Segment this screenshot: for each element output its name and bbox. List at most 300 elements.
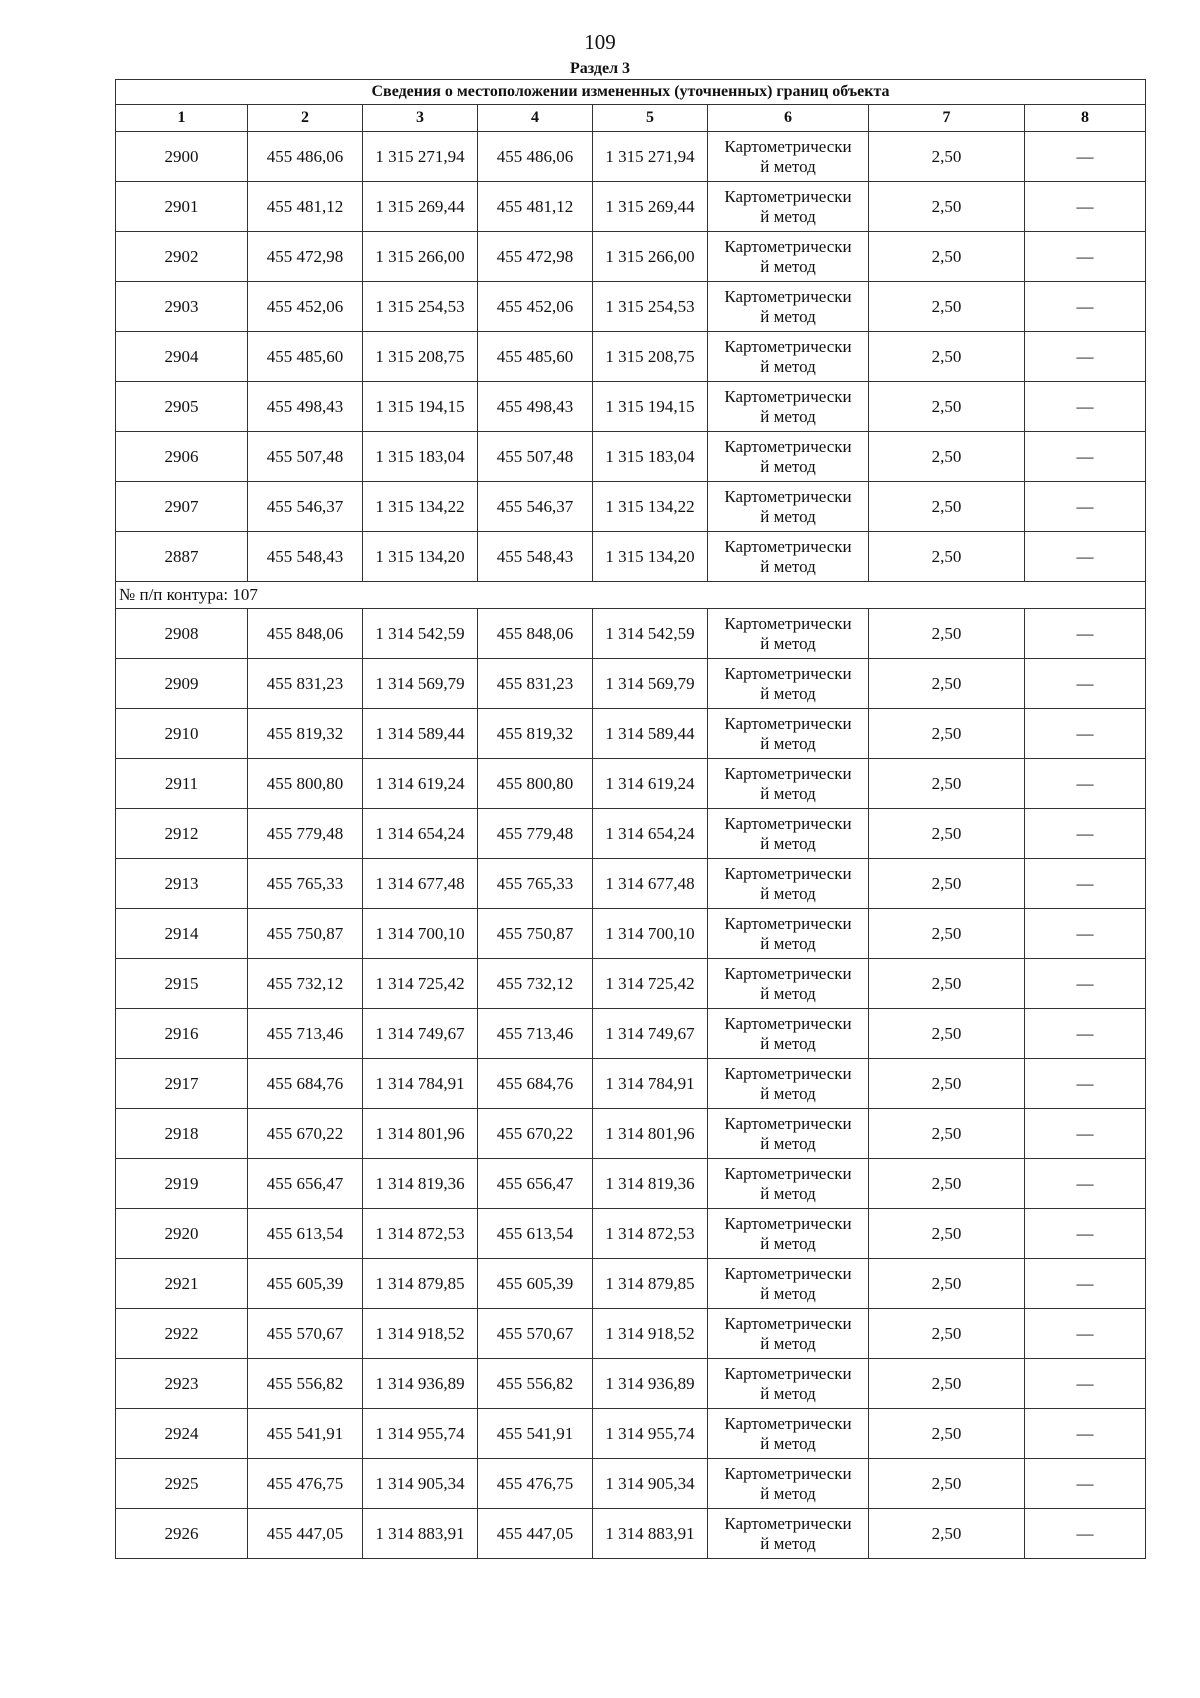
empty-mark-cell: —	[1025, 1109, 1146, 1159]
method-line-2: й метод	[760, 556, 816, 576]
method-line-2: й метод	[760, 933, 816, 953]
method-line-2: й метод	[760, 683, 816, 703]
point-number-cell: 2902	[116, 232, 248, 282]
y-new-cell: 1 314 725,42	[593, 959, 708, 1009]
point-number-cell: 2905	[116, 382, 248, 432]
accuracy-cell: 2,50	[869, 1209, 1025, 1259]
table-row	[116, 1059, 1146, 1109]
method-cell	[708, 609, 869, 659]
y-old-cell: 1 315 194,15	[363, 382, 478, 432]
method-cell	[708, 432, 869, 482]
method-line-1: Картометрически	[724, 913, 852, 933]
method-cell	[708, 1009, 869, 1059]
empty-mark-cell: —	[1025, 132, 1146, 182]
accuracy-cell: 2,50	[869, 482, 1025, 532]
x-old-cell: 455 750,87	[248, 909, 363, 959]
empty-mark-cell: —	[1025, 659, 1146, 709]
y-old-cell: 1 314 569,79	[363, 659, 478, 709]
x-new-cell: 455 481,12	[478, 182, 593, 232]
method-line-1: Картометрически	[724, 1313, 852, 1333]
accuracy-cell: 2,50	[869, 909, 1025, 959]
y-new-cell: 1 314 654,24	[593, 809, 708, 859]
accuracy-cell: 2,50	[869, 1359, 1025, 1409]
x-old-cell: 455 800,80	[248, 759, 363, 809]
accuracy-cell: 2,50	[869, 859, 1025, 909]
x-new-cell: 455 541,91	[478, 1409, 593, 1459]
method-line-2: й метод	[760, 356, 816, 376]
x-old-cell: 455 546,37	[248, 482, 363, 532]
method-line-1: Картометрически	[724, 1063, 852, 1083]
table-row	[116, 659, 1146, 709]
y-old-cell: 1 314 619,24	[363, 759, 478, 809]
column-header: 7	[869, 105, 1025, 132]
y-old-cell: 1 314 677,48	[363, 859, 478, 909]
point-number-cell: 2904	[116, 332, 248, 382]
accuracy-cell: 2,50	[869, 1259, 1025, 1309]
method-cell	[708, 759, 869, 809]
method-cell	[708, 1359, 869, 1409]
y-old-cell: 1 314 654,24	[363, 809, 478, 859]
accuracy-cell: 2,50	[869, 1109, 1025, 1159]
empty-mark-cell: —	[1025, 709, 1146, 759]
y-old-cell: 1 314 883,91	[363, 1509, 478, 1559]
accuracy-cell: 2,50	[869, 609, 1025, 659]
contour-row	[116, 582, 1146, 609]
method-cell	[708, 1059, 869, 1109]
y-old-cell: 1 314 725,42	[363, 959, 478, 1009]
point-number-cell: 2925	[116, 1459, 248, 1509]
method-cell	[708, 132, 869, 182]
x-new-cell: 455 800,80	[478, 759, 593, 809]
x-old-cell: 455 765,33	[248, 859, 363, 909]
method-line-1: Картометрически	[724, 286, 852, 306]
method-line-2: й метод	[760, 406, 816, 426]
point-number-cell: 2903	[116, 282, 248, 332]
empty-mark-cell: —	[1025, 232, 1146, 282]
method-line-2: й метод	[760, 883, 816, 903]
y-old-cell: 1 314 819,36	[363, 1159, 478, 1209]
x-new-cell: 455 447,05	[478, 1509, 593, 1559]
accuracy-cell: 2,50	[869, 382, 1025, 432]
y-old-cell: 1 314 801,96	[363, 1109, 478, 1159]
point-number-cell: 2921	[116, 1259, 248, 1309]
y-new-cell: 1 315 269,44	[593, 182, 708, 232]
table-row	[116, 709, 1146, 759]
point-number-cell: 2915	[116, 959, 248, 1009]
x-old-cell: 455 485,60	[248, 332, 363, 382]
method-line-2: й метод	[760, 833, 816, 853]
x-new-cell: 455 472,98	[478, 232, 593, 282]
method-line-2: й метод	[760, 1133, 816, 1153]
method-line-1: Картометрически	[724, 186, 852, 206]
point-number-cell: 2923	[116, 1359, 248, 1409]
point-number-cell: 2887	[116, 532, 248, 582]
empty-mark-cell: —	[1025, 1509, 1146, 1559]
x-new-cell: 455 452,06	[478, 282, 593, 332]
table-row	[116, 532, 1146, 582]
accuracy-cell: 2,50	[869, 659, 1025, 709]
method-line-2: й метод	[760, 1333, 816, 1353]
point-number-cell: 2919	[116, 1159, 248, 1209]
table-row	[116, 182, 1146, 232]
x-old-cell: 455 447,05	[248, 1509, 363, 1559]
x-old-cell: 455 472,98	[248, 232, 363, 282]
y-new-cell: 1 314 918,52	[593, 1309, 708, 1359]
x-new-cell: 455 556,82	[478, 1359, 593, 1409]
y-new-cell: 1 314 569,79	[593, 659, 708, 709]
accuracy-cell: 2,50	[869, 959, 1025, 1009]
point-number-cell: 2924	[116, 1409, 248, 1459]
x-new-cell: 455 819,32	[478, 709, 593, 759]
method-cell	[708, 282, 869, 332]
method-line-1: Картометрически	[724, 236, 852, 256]
method-line-2: й метод	[760, 1183, 816, 1203]
column-header: 4	[478, 105, 593, 132]
y-new-cell: 1 314 677,48	[593, 859, 708, 909]
column-header: 2	[248, 105, 363, 132]
method-line-1: Картометрически	[724, 436, 852, 456]
empty-mark-cell: —	[1025, 1059, 1146, 1109]
empty-mark-cell: —	[1025, 859, 1146, 909]
y-new-cell: 1 314 801,96	[593, 1109, 708, 1159]
method-line-2: й метод	[760, 1433, 816, 1453]
method-cell	[708, 532, 869, 582]
x-new-cell: 455 779,48	[478, 809, 593, 859]
y-new-cell: 1 314 879,85	[593, 1259, 708, 1309]
point-number-cell: 2910	[116, 709, 248, 759]
table-row	[116, 1409, 1146, 1459]
accuracy-cell: 2,50	[869, 232, 1025, 282]
empty-mark-cell: —	[1025, 959, 1146, 1009]
empty-mark-cell: —	[1025, 1009, 1146, 1059]
method-cell	[708, 1409, 869, 1459]
point-number-cell: 2911	[116, 759, 248, 809]
table-row	[116, 332, 1146, 382]
x-new-cell: 455 613,54	[478, 1209, 593, 1259]
table-row	[116, 1009, 1146, 1059]
y-old-cell: 1 314 936,89	[363, 1359, 478, 1409]
y-new-cell: 1 314 542,59	[593, 609, 708, 659]
table-row	[116, 1259, 1146, 1309]
method-line-2: й метод	[760, 633, 816, 653]
table-row	[116, 382, 1146, 432]
method-cell	[708, 1259, 869, 1309]
empty-mark-cell: —	[1025, 482, 1146, 532]
y-new-cell: 1 314 700,10	[593, 909, 708, 959]
method-cell	[708, 1209, 869, 1259]
empty-mark-cell: —	[1025, 809, 1146, 859]
point-number-cell: 2900	[116, 132, 248, 182]
y-old-cell: 1 314 589,44	[363, 709, 478, 759]
method-cell	[708, 659, 869, 709]
y-old-cell: 1 314 749,67	[363, 1009, 478, 1059]
accuracy-cell: 2,50	[869, 1459, 1025, 1509]
method-cell	[708, 1309, 869, 1359]
x-old-cell: 455 732,12	[248, 959, 363, 1009]
method-line-2: й метод	[760, 1483, 816, 1503]
method-cell	[708, 909, 869, 959]
method-cell	[708, 1509, 869, 1559]
y-old-cell: 1 315 183,04	[363, 432, 478, 482]
table-body-part-b	[116, 609, 1146, 1559]
method-line-1: Картометрически	[724, 813, 852, 833]
x-old-cell: 455 476,75	[248, 1459, 363, 1509]
y-new-cell: 1 315 134,20	[593, 532, 708, 582]
point-number-cell: 2922	[116, 1309, 248, 1359]
method-line-2: й метод	[760, 1383, 816, 1403]
point-number-cell: 2914	[116, 909, 248, 959]
method-line-1: Картометрически	[724, 336, 852, 356]
x-new-cell: 455 848,06	[478, 609, 593, 659]
method-line-2: й метод	[760, 206, 816, 226]
method-line-1: Картометрически	[724, 1213, 852, 1233]
empty-mark-cell: —	[1025, 759, 1146, 809]
point-number-cell: 2916	[116, 1009, 248, 1059]
method-line-2: й метод	[760, 1083, 816, 1103]
y-new-cell: 1 314 936,89	[593, 1359, 708, 1409]
y-new-cell: 1 314 883,91	[593, 1509, 708, 1559]
x-old-cell: 455 613,54	[248, 1209, 363, 1259]
page-number: 109	[584, 30, 616, 54]
accuracy-cell: 2,50	[869, 709, 1025, 759]
table-row	[116, 809, 1146, 859]
method-line-2: й метод	[760, 1033, 816, 1053]
x-new-cell: 455 732,12	[478, 959, 593, 1009]
method-line-1: Картометрически	[724, 1363, 852, 1383]
empty-mark-cell: —	[1025, 532, 1146, 582]
point-number-cell: 2906	[116, 432, 248, 482]
y-old-cell: 1 315 134,22	[363, 482, 478, 532]
table-row	[116, 1359, 1146, 1409]
empty-mark-cell: —	[1025, 282, 1146, 332]
y-new-cell: 1 315 134,22	[593, 482, 708, 532]
accuracy-cell: 2,50	[869, 809, 1025, 859]
empty-mark-cell: —	[1025, 1459, 1146, 1509]
method-line-2: й метод	[760, 456, 816, 476]
y-new-cell: 1 315 183,04	[593, 432, 708, 482]
accuracy-cell: 2,50	[869, 282, 1025, 332]
method-line-1: Картометрически	[724, 663, 852, 683]
accuracy-cell: 2,50	[869, 182, 1025, 232]
y-old-cell: 1 315 134,20	[363, 532, 478, 582]
accuracy-cell: 2,50	[869, 132, 1025, 182]
empty-mark-cell: —	[1025, 1359, 1146, 1409]
table-row	[116, 1509, 1146, 1559]
empty-mark-cell: —	[1025, 609, 1146, 659]
x-old-cell: 455 486,06	[248, 132, 363, 182]
method-line-1: Картометрически	[724, 1463, 852, 1483]
method-line-1: Картометрически	[724, 963, 852, 983]
y-old-cell: 1 314 784,91	[363, 1059, 478, 1109]
method-line-1: Картометрически	[724, 613, 852, 633]
y-new-cell: 1 314 955,74	[593, 1409, 708, 1459]
method-cell	[708, 859, 869, 909]
y-new-cell: 1 314 784,91	[593, 1059, 708, 1109]
x-new-cell: 455 765,33	[478, 859, 593, 909]
column-header: 8	[1025, 105, 1146, 132]
x-new-cell: 455 684,76	[478, 1059, 593, 1109]
method-cell	[708, 709, 869, 759]
method-line-1: Картометрически	[724, 713, 852, 733]
x-old-cell: 455 819,32	[248, 709, 363, 759]
y-old-cell: 1 315 208,75	[363, 332, 478, 382]
y-new-cell: 1 315 208,75	[593, 332, 708, 382]
table-row	[116, 232, 1146, 282]
x-old-cell: 455 848,06	[248, 609, 363, 659]
table-row	[116, 1109, 1146, 1159]
accuracy-cell: 2,50	[869, 1059, 1025, 1109]
column-header: 3	[363, 105, 478, 132]
x-old-cell: 455 779,48	[248, 809, 363, 859]
x-new-cell: 455 476,75	[478, 1459, 593, 1509]
table-row	[116, 432, 1146, 482]
point-number-cell: 2909	[116, 659, 248, 709]
accuracy-cell: 2,50	[869, 1309, 1025, 1359]
table-row	[116, 859, 1146, 909]
point-number-cell: 2912	[116, 809, 248, 859]
x-new-cell: 455 831,23	[478, 659, 593, 709]
x-new-cell: 455 656,47	[478, 1159, 593, 1209]
method-line-2: й метод	[760, 1283, 816, 1303]
method-line-2: й метод	[760, 506, 816, 526]
method-line-1: Картометрически	[724, 1163, 852, 1183]
y-old-cell: 1 315 269,44	[363, 182, 478, 232]
y-old-cell: 1 315 271,94	[363, 132, 478, 182]
x-old-cell: 455 507,48	[248, 432, 363, 482]
empty-mark-cell: —	[1025, 182, 1146, 232]
accuracy-cell: 2,50	[869, 332, 1025, 382]
y-new-cell: 1 314 872,53	[593, 1209, 708, 1259]
accuracy-cell: 2,50	[869, 1409, 1025, 1459]
method-cell	[708, 332, 869, 382]
accuracy-cell: 2,50	[869, 1009, 1025, 1059]
method-line-2: й метод	[760, 983, 816, 1003]
point-number-cell: 2907	[116, 482, 248, 532]
x-old-cell: 455 548,43	[248, 532, 363, 582]
point-number-cell: 2918	[116, 1109, 248, 1159]
y-new-cell: 1 314 589,44	[593, 709, 708, 759]
point-number-cell: 2920	[116, 1209, 248, 1259]
method-line-1: Картометрически	[724, 136, 852, 156]
table-row	[116, 482, 1146, 532]
x-new-cell: 455 605,39	[478, 1259, 593, 1309]
method-cell	[708, 959, 869, 1009]
table-row	[116, 1459, 1146, 1509]
empty-mark-cell: —	[1025, 1259, 1146, 1309]
x-old-cell: 455 656,47	[248, 1159, 363, 1209]
x-new-cell: 455 485,60	[478, 332, 593, 382]
y-old-cell: 1 314 700,10	[363, 909, 478, 959]
accuracy-cell: 2,50	[869, 432, 1025, 482]
y-new-cell: 1 315 254,53	[593, 282, 708, 332]
y-new-cell: 1 314 619,24	[593, 759, 708, 809]
y-old-cell: 1 314 918,52	[363, 1309, 478, 1359]
y-old-cell: 1 314 955,74	[363, 1409, 478, 1459]
x-new-cell: 455 498,43	[478, 382, 593, 432]
y-old-cell: 1 314 879,85	[363, 1259, 478, 1309]
x-old-cell: 455 452,06	[248, 282, 363, 332]
method-line-1: Картометрически	[724, 1413, 852, 1433]
empty-mark-cell: —	[1025, 332, 1146, 382]
contour-label: № п/п контура: 107	[116, 582, 1146, 609]
point-number-cell: 2917	[116, 1059, 248, 1109]
accuracy-cell: 2,50	[869, 1509, 1025, 1559]
method-line-2: й метод	[760, 1233, 816, 1253]
table-row	[116, 959, 1146, 1009]
x-new-cell: 455 546,37	[478, 482, 593, 532]
accuracy-cell: 2,50	[869, 532, 1025, 582]
method-line-1: Картометрически	[724, 1113, 852, 1133]
column-header: 5	[593, 105, 708, 132]
x-old-cell: 455 556,82	[248, 1359, 363, 1409]
method-cell	[708, 1159, 869, 1209]
section-title: Раздел 3	[569, 60, 631, 77]
y-new-cell: 1 315 194,15	[593, 382, 708, 432]
method-line-1: Картометрически	[724, 386, 852, 406]
empty-mark-cell: —	[1025, 1159, 1146, 1209]
method-cell	[708, 1459, 869, 1509]
column-header: 6	[708, 105, 869, 132]
x-old-cell: 455 498,43	[248, 382, 363, 432]
table-row	[116, 909, 1146, 959]
x-old-cell: 455 570,67	[248, 1309, 363, 1359]
y-new-cell: 1 315 266,00	[593, 232, 708, 282]
method-line-2: й метод	[760, 306, 816, 326]
empty-mark-cell: —	[1025, 909, 1146, 959]
point-number-cell: 2901	[116, 182, 248, 232]
table-row	[116, 759, 1146, 809]
accuracy-cell: 2,50	[869, 759, 1025, 809]
x-new-cell: 455 507,48	[478, 432, 593, 482]
method-line-2: й метод	[760, 1533, 816, 1553]
y-old-cell: 1 314 872,53	[363, 1209, 478, 1259]
x-new-cell: 455 548,43	[478, 532, 593, 582]
point-number-cell: 2908	[116, 609, 248, 659]
column-header-row	[116, 105, 1146, 132]
point-number-cell: 2926	[116, 1509, 248, 1559]
empty-mark-cell: —	[1025, 1309, 1146, 1359]
table-row	[116, 282, 1146, 332]
method-cell	[708, 482, 869, 532]
method-line-1: Картометрически	[724, 763, 852, 783]
empty-mark-cell: —	[1025, 382, 1146, 432]
method-cell	[708, 382, 869, 432]
y-old-cell: 1 314 542,59	[363, 609, 478, 659]
x-old-cell: 455 670,22	[248, 1109, 363, 1159]
empty-mark-cell: —	[1025, 432, 1146, 482]
method-line-1: Картометрически	[724, 863, 852, 883]
method-line-2: й метод	[760, 733, 816, 753]
x-old-cell: 455 684,76	[248, 1059, 363, 1109]
method-line-1: Картометрически	[724, 1513, 852, 1533]
method-line-1: Картометрически	[724, 536, 852, 556]
y-new-cell: 1 315 271,94	[593, 132, 708, 182]
method-line-1: Картометрически	[724, 1013, 852, 1033]
y-new-cell: 1 314 905,34	[593, 1459, 708, 1509]
x-old-cell: 455 541,91	[248, 1409, 363, 1459]
method-cell	[708, 232, 869, 282]
y-new-cell: 1 314 749,67	[593, 1009, 708, 1059]
x-new-cell: 455 486,06	[478, 132, 593, 182]
y-old-cell: 1 314 905,34	[363, 1459, 478, 1509]
x-old-cell: 455 605,39	[248, 1259, 363, 1309]
table-row	[116, 1209, 1146, 1259]
table-row	[116, 609, 1146, 659]
table-body-part-a	[116, 132, 1146, 582]
x-new-cell: 455 713,46	[478, 1009, 593, 1059]
table-title: Сведения о местоположении измененных (уточненных) границ объекта	[116, 80, 1146, 105]
empty-mark-cell: —	[1025, 1209, 1146, 1259]
